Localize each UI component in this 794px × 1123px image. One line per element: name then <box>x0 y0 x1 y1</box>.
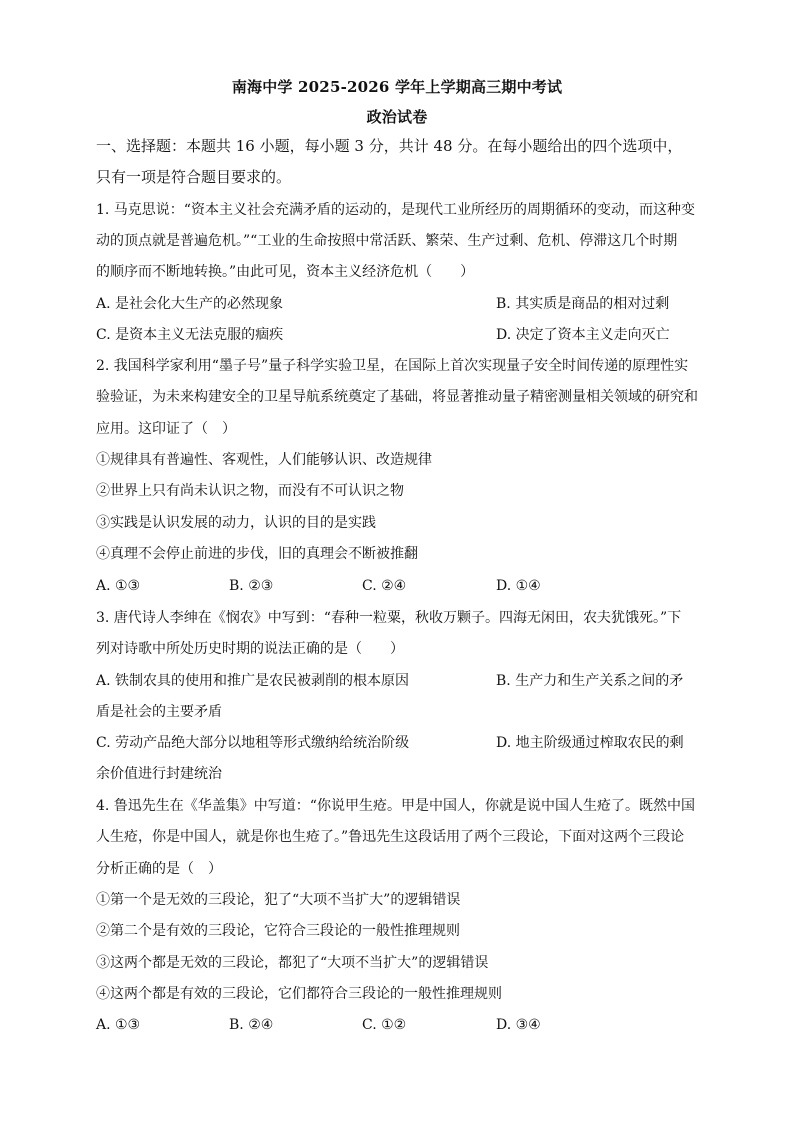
section-instruction-line-2: 只有一项是符合题目要求的。 <box>96 168 292 186</box>
q4-option-b: B. ②④ <box>229 1017 274 1033</box>
q1-stem-line-1: 1. 马克思说：“资本主义社会充满矛盾的运动的，是现代工业所经历的周期循环的变动，而这种变 <box>96 202 695 218</box>
q4-statement-4: ④这两个都是有效的三段论，它们都符合三段论的一般性推理规则 <box>96 986 502 1002</box>
q2-option-b: B. ②③ <box>229 578 274 594</box>
q4-statement-3: ③这两个都是无效的三段论，都犯了“大项不当扩大”的逻辑错误 <box>96 955 489 971</box>
q3-option-b: B. 生产力和生产关系之间的矛 <box>496 673 684 689</box>
q4-statement-2: ②第二个是有效的三段论，它符合三段论的一般性推理规则 <box>96 923 460 939</box>
q3-stem-line-1: 3. 唐代诗人李绅在《悯农》中写到：“春种一粒粟，秋收万颗子。四海无闲田，农夫犹饿死。”下 <box>96 610 682 626</box>
q1-option-a: A. 是社会化大生产的必然现象 <box>96 296 284 312</box>
q3-option-d-continued: 余价值进行封建统治 <box>96 766 222 782</box>
q3-option-d: D. 地主阶级通过榨取农民的剩 <box>496 735 684 751</box>
q2-option-a: A. ①③ <box>96 578 141 594</box>
q4-option-c: C. ①② <box>362 1017 407 1033</box>
q2-statement-3: ③实践是认识发展的动力，认识的目的是实践 <box>96 515 376 531</box>
q1-stem-line-2: 动的顶点就是普遍危机。”“工业的生命按照中常活跃、繁荣、生产过剩、危机、停滞这几个时期 <box>96 233 678 249</box>
q1-stem-line-3: 的顺序而不断地转换。”由此可见，资本主义经济危机（ ） <box>96 264 475 280</box>
q4-stem-line-2: 人生疮，你是中国人，就是你也生疮了。”鲁迅先生这段话用了两个三段论，下面对这两个三段论 <box>96 829 685 845</box>
q2-statement-4: ④真理不会停止前进的步伐，旧的真理会不断被推翻 <box>96 546 418 562</box>
q2-stem-line-3: 应用。这印证了（ ） <box>96 421 236 437</box>
q3-option-a: A. 铁制农具的使用和推广是农民被剥削的根本原因 <box>96 673 410 689</box>
q2-statement-1: ①规律具有普遍性、客观性，人们能够认识、改造规律 <box>96 452 432 468</box>
exam-title: 南海中学 2025-2026 学年上学期高三期中考试 <box>231 78 563 96</box>
section-instruction-line-1: 一、选择题：本题共 16 小题，每小题 3 分，共计 48 分。在每小题给出的四个选项中， <box>96 137 683 155</box>
q2-option-d: D. ①④ <box>496 578 541 594</box>
q4-option-a: A. ①③ <box>96 1017 141 1033</box>
q1-option-c: C. 是资本主义无法克服的痼疾 <box>96 327 284 343</box>
q2-statement-2: ②世界上只有尚未认识之物，而没有不可认识之物 <box>96 483 404 499</box>
exam-subtitle: 政治试卷 <box>366 108 428 126</box>
q2-option-c: C. ②④ <box>362 578 407 594</box>
q3-option-c: C. 劳动产品绝大部分以地租等形式缴纳给统治阶级 <box>96 735 410 751</box>
q2-stem-line-1: 2. 我国科学家利用“墨子号”量子科学实验卫星，在国际上首次实现量子安全时间传递的原理性实 <box>96 358 689 374</box>
q1-option-b: B. 其实质是商品的相对过剩 <box>496 296 670 312</box>
q1-option-d: D. 决定了资本主义走向灭亡 <box>496 327 670 343</box>
q4-stem-line-1: 4. 鲁迅先生在《华盖集》中写道：“你说甲生疮。甲是中国人，你就是说中国人生疮了。既然中国 <box>96 798 695 814</box>
q4-option-d: D. ③④ <box>496 1017 541 1033</box>
q3-stem-line-2: 列对诗歌中所处历史时期的说法正确的是（ ） <box>96 641 404 657</box>
q4-statement-1: ①第一个是无效的三段论，犯了“大项不当扩大”的逻辑错误 <box>96 892 461 908</box>
q2-stem-line-2: 验验证，为未来构建安全的卫星导航系统奠定了基础，将显著推动量子精密测量相关领域的研究和 <box>96 389 698 405</box>
q3-option-b-continued: 盾是社会的主要矛盾 <box>96 704 222 720</box>
q4-stem-line-3: 分析正确的是（ ） <box>96 861 222 877</box>
